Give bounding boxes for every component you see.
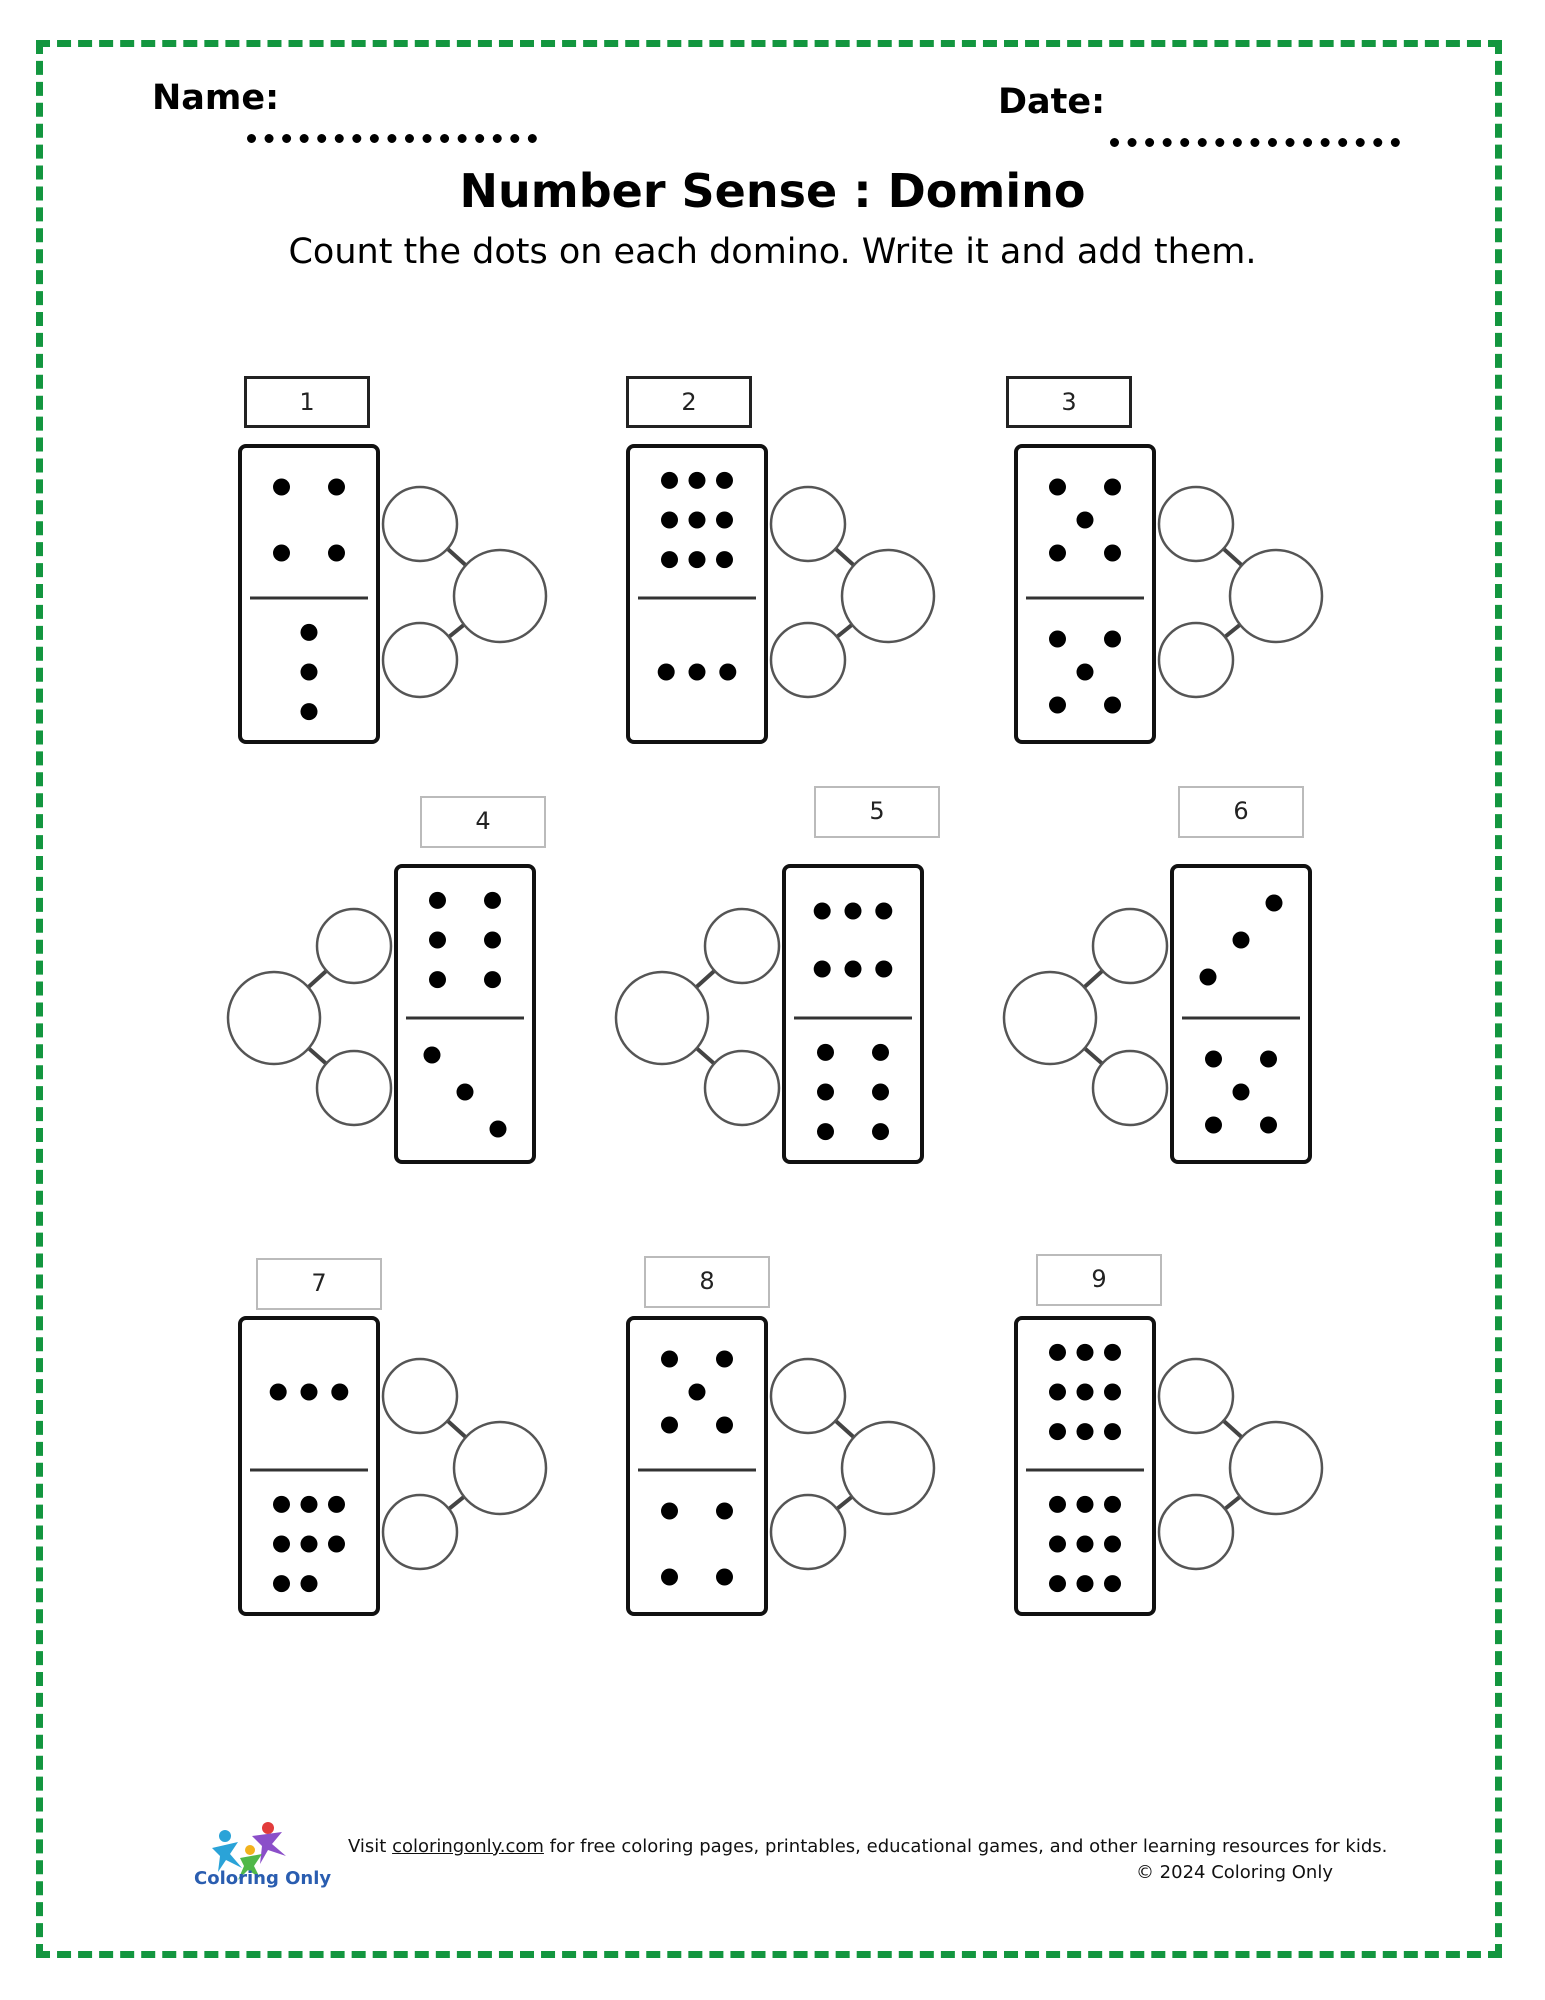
answer-circle-total[interactable] [454,550,546,642]
domino-pip [331,1384,348,1401]
domino-tile [1016,446,1154,742]
answer-circle-total[interactable] [228,972,320,1064]
answer-circle-total[interactable] [842,550,934,642]
domino-pip [328,545,345,562]
domino-pip [872,1044,889,1061]
domino-tile [240,446,378,742]
domino-tile [1172,866,1310,1162]
domino-pip [301,1575,318,1592]
bond-connector [696,971,714,987]
domino-pip [689,472,706,489]
domino-pip [716,1351,733,1368]
domino-pip [1266,895,1283,912]
bond-connector [449,1497,464,1509]
domino-pip [1077,1496,1094,1513]
domino-number-label: 6 [1178,786,1304,838]
date-label: Date: [998,82,1106,122]
answer-circle-total[interactable] [616,972,708,1064]
domino-pip [1049,1536,1066,1553]
domino-pip [814,961,831,978]
bond-connector [1224,549,1242,565]
domino-pip [328,1496,345,1513]
answer-circle-part[interactable] [1159,623,1233,697]
domino-pip [689,664,706,681]
domino-pip [716,1503,733,1520]
bond-connector [837,625,852,637]
domino-pip [429,892,446,909]
domino-number-label: 4 [420,796,546,848]
domino-number-label: 3 [1006,376,1132,428]
domino-pip [1049,545,1066,562]
domino-pip [457,1084,474,1101]
answer-circle-part[interactable] [771,1495,845,1569]
domino-pip [1049,1575,1066,1592]
answer-circle-part[interactable] [317,1051,391,1125]
answer-circle-part[interactable] [771,623,845,697]
domino-pip [719,664,736,681]
answer-circle-part[interactable] [317,909,391,983]
answer-circle-part[interactable] [383,1495,457,1569]
domino-pip [845,902,862,919]
domino-pip [273,479,290,496]
domino-number-label: 7 [256,1258,382,1310]
domino-pip [1049,1384,1066,1401]
domino-pip [1260,1051,1277,1068]
domino-pip [1077,512,1094,529]
domino-pip [658,664,675,681]
domino-pip [301,624,318,641]
bond-connector [1084,971,1102,987]
page-title: Number Sense : Domino [459,164,1086,218]
domino-pip [490,1120,507,1137]
domino-pip [429,971,446,988]
bond-connector [1225,625,1240,637]
logo-text: Coloring Only [194,1868,332,1889]
domino-pip [872,1123,889,1140]
domino-pip [1104,1423,1121,1440]
domino-pip [875,961,892,978]
domino-pip [328,479,345,496]
domino-pip [875,902,892,919]
domino-pip [301,1496,318,1513]
domino-pip [301,1536,318,1553]
bond-connector [448,1421,466,1437]
domino-pip [1233,932,1250,949]
domino-pip [716,1569,733,1586]
footer-copyright: © 2024 Coloring Only [1135,1862,1333,1883]
domino-pip [1104,1575,1121,1592]
domino-pip [484,971,501,988]
domino-pip [1077,1536,1094,1553]
domino-pip [1104,1536,1121,1553]
answer-circle-part[interactable] [1159,1495,1233,1569]
domino-pip [273,1575,290,1592]
domino-pip [1104,697,1121,714]
bond-connector [837,1497,852,1509]
domino-pip [1233,1084,1250,1101]
domino-pip [1104,479,1121,496]
answer-circle-part[interactable] [1159,1359,1233,1433]
domino-pip [817,1044,834,1061]
answer-circle-part[interactable] [383,1359,457,1433]
domino-pip [1205,1051,1222,1068]
domino-number-label: 8 [644,1256,770,1308]
domino-pip [1049,1496,1066,1513]
domino-number-label: 1 [244,376,370,428]
instructions: Count the dots on each domino. Write it and add them. [288,232,1257,272]
domino-pip [1049,631,1066,648]
bond-connector [697,1048,715,1063]
domino-pip [716,1417,733,1434]
domino-pip [301,664,318,681]
footer-visit-text: Visit coloringonly.com for free coloring pages, printables, educational games, and other learning resources for kids. [348,1836,1388,1857]
domino-tile [628,1318,766,1614]
domino-pip [484,932,501,949]
domino-pip [661,1503,678,1520]
answer-circle-total[interactable] [842,1422,934,1514]
answer-circle-part[interactable] [705,1051,779,1125]
domino-number-label: 2 [626,376,752,428]
domino-pip [1104,1496,1121,1513]
website-link[interactable]: coloringonly.com [392,1836,544,1857]
domino-pip [689,1384,706,1401]
answer-circle-part[interactable] [383,623,457,697]
domino-pip [1205,1117,1222,1134]
answer-circle-part[interactable] [1093,1051,1167,1125]
domino-pip [1104,1384,1121,1401]
domino-pip [270,1384,287,1401]
answer-circle-total[interactable] [454,1422,546,1514]
domino-pip [1104,545,1121,562]
bond-connector [308,971,326,987]
answer-circle-part[interactable] [1159,487,1233,561]
domino-pip [716,472,733,489]
domino-pip [1049,1344,1066,1361]
domino-pip [689,512,706,529]
bond-connector [836,1421,854,1437]
bond-connector [449,625,464,637]
domino-pip [661,512,678,529]
domino-pip [1049,697,1066,714]
domino-pip [1049,1423,1066,1440]
domino-pip [273,545,290,562]
domino-tile [628,446,766,742]
domino-pip [716,551,733,568]
domino-pip [661,1569,678,1586]
domino-pip [484,892,501,909]
domino-pip [1077,664,1094,681]
domino-pip [1260,1117,1277,1134]
bond-connector [1085,1048,1103,1063]
domino-pip [817,1084,834,1101]
domino-pip [872,1084,889,1101]
answer-circle-total[interactable] [1004,972,1096,1064]
answer-circle-part[interactable] [383,487,457,561]
bond-connector [1224,1421,1242,1437]
domino-pip [328,1536,345,1553]
domino-pip [817,1123,834,1140]
domino-tile [396,866,534,1162]
domino-pip [1077,1344,1094,1361]
answer-circle-part[interactable] [771,1359,845,1433]
domino-pip [1104,631,1121,648]
bond-connector [836,549,854,565]
domino-pip [1049,479,1066,496]
domino-pip [429,932,446,949]
domino-number-label: 9 [1036,1254,1162,1306]
name-label: Name: [152,78,280,118]
domino-pip [273,1496,290,1513]
domino-number-label: 5 [814,786,940,838]
domino-pip [424,1047,441,1064]
domino-pip [301,703,318,720]
answer-circle-part[interactable] [771,487,845,561]
domino-pip [301,1384,318,1401]
domino-pip [814,902,831,919]
domino-pip [1200,968,1217,985]
domino-pip [273,1536,290,1553]
bond-connector [309,1048,327,1063]
answer-circle-total[interactable] [1230,550,1322,642]
domino-pip [1077,1575,1094,1592]
domino-pip [1077,1384,1094,1401]
domino-pip [716,512,733,529]
domino-pip [1104,1344,1121,1361]
domino-pip [1077,1423,1094,1440]
domino-pip [661,1417,678,1434]
domino-tile [240,1318,378,1614]
domino-pip [845,961,862,978]
answer-circle-total[interactable] [1230,1422,1322,1514]
answer-circle-part[interactable] [705,909,779,983]
domino-pip [661,472,678,489]
domino-tile [1016,1318,1154,1614]
domino-pip [689,551,706,568]
answer-circle-part[interactable] [1093,909,1167,983]
domino-pip [661,1351,678,1368]
domino-pip [661,551,678,568]
bond-connector [448,549,466,565]
bond-connector [1225,1497,1240,1509]
